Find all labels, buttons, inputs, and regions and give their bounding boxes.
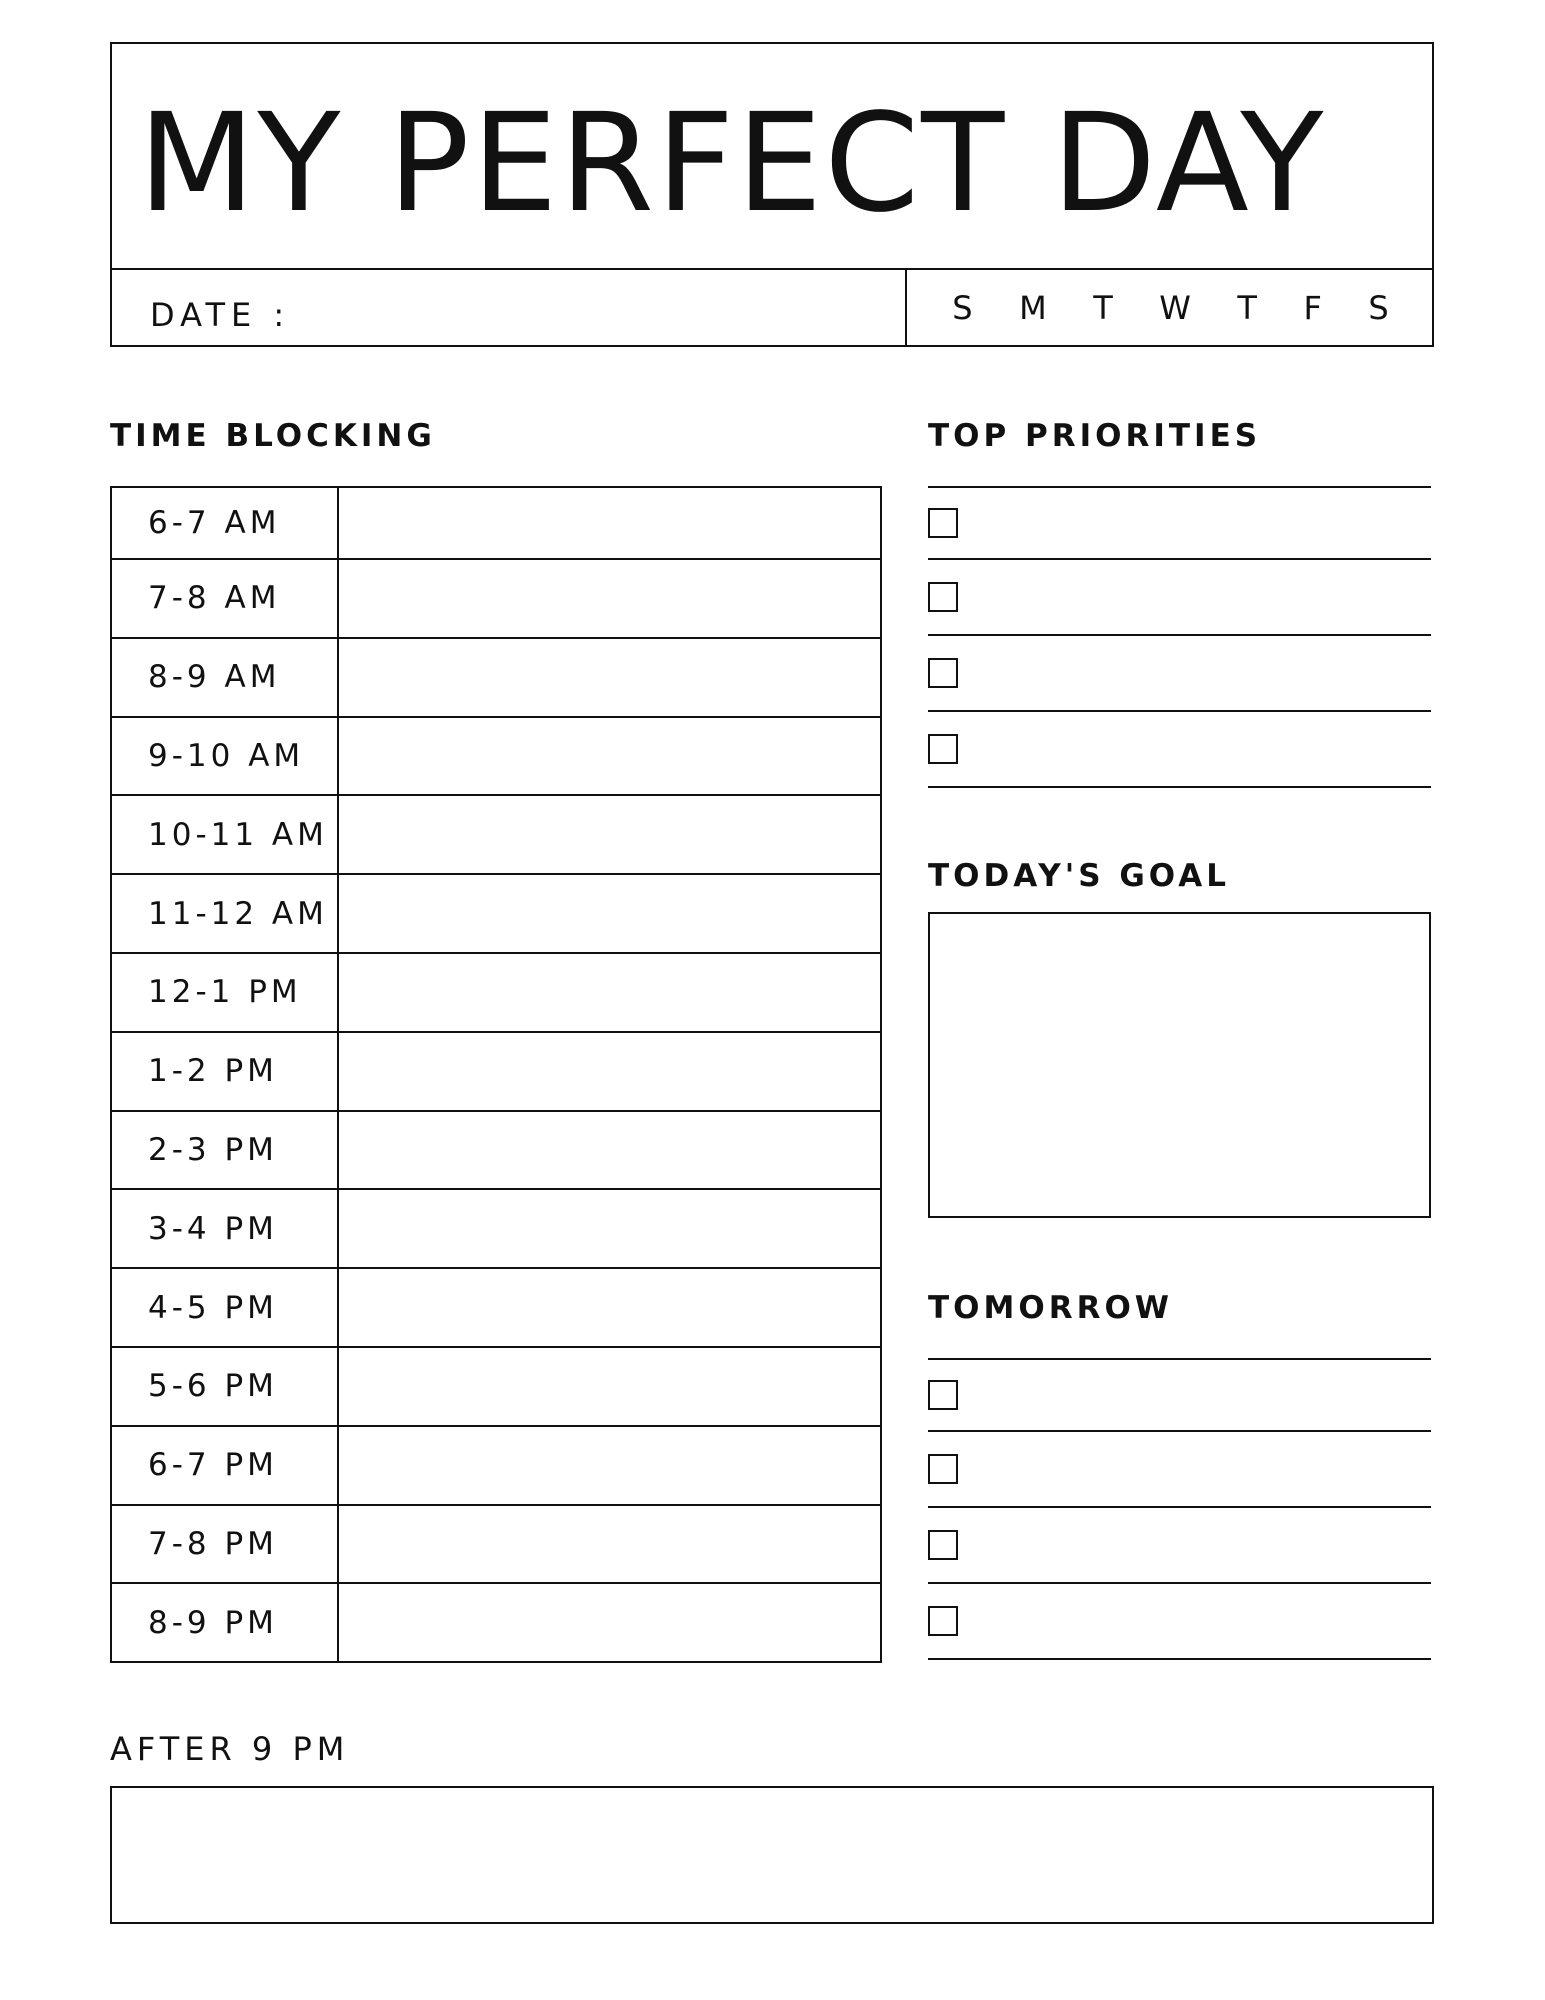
- time-slot-label: 9-10 AM: [112, 718, 339, 795]
- time-slot-entry[interactable]: [339, 1584, 880, 1661]
- time-row: [112, 1112, 880, 1191]
- time-slot-label: 6-7 AM: [112, 488, 339, 558]
- time-slot-label: 8-9 AM: [112, 639, 339, 716]
- time-row: [112, 1033, 880, 1112]
- after-9pm-box[interactable]: [110, 1786, 1434, 1924]
- day-saturday[interactable]: S: [1368, 288, 1389, 327]
- tomorrow-item[interactable]: [928, 1360, 1431, 1432]
- time-slot-entry[interactable]: [339, 1506, 880, 1583]
- time-slot-entry[interactable]: [339, 718, 880, 795]
- time-slot-entry[interactable]: [339, 1348, 880, 1425]
- top-priorities-list: [928, 486, 1431, 788]
- time-slot-entry[interactable]: [339, 1112, 880, 1189]
- priority-item[interactable]: [928, 560, 1431, 636]
- time-row: [112, 1427, 880, 1506]
- time-slot-label: 1-2 PM: [112, 1033, 339, 1110]
- header-box: [110, 42, 1434, 347]
- time-slot-label: 7-8 AM: [112, 560, 339, 637]
- time-slot-label: 3-4 PM: [112, 1190, 339, 1267]
- after-9pm-heading: AFTER 9 PM: [110, 1730, 350, 1768]
- tomorrow-heading: TOMORROW: [928, 1290, 1173, 1326]
- time-slot-label: 2-3 PM: [112, 1112, 339, 1189]
- time-slot-entry[interactable]: [339, 954, 880, 1031]
- checkbox-icon[interactable]: [928, 658, 958, 688]
- time-slot-entry[interactable]: [339, 639, 880, 716]
- todays-goal-heading: TODAY'S GOAL: [928, 858, 1231, 894]
- day-thursday[interactable]: T: [1237, 288, 1257, 327]
- time-row: [112, 1584, 880, 1663]
- time-slot-entry[interactable]: [339, 1190, 880, 1267]
- checkbox-icon[interactable]: [928, 734, 958, 764]
- time-row: [112, 796, 880, 875]
- tomorrow-list: [928, 1358, 1431, 1660]
- time-slot-entry[interactable]: [339, 560, 880, 637]
- tomorrow-item[interactable]: [928, 1584, 1431, 1660]
- day-sunday[interactable]: S: [952, 288, 973, 327]
- time-row: [112, 1506, 880, 1585]
- time-blocking-heading: TIME BLOCKING: [110, 418, 436, 454]
- checkbox-icon[interactable]: [928, 1606, 958, 1636]
- top-priorities-heading: TOP PRIORITIES: [928, 418, 1262, 454]
- todays-goal-box[interactable]: [928, 912, 1431, 1218]
- time-row: [112, 1190, 880, 1269]
- time-slot-label: 7-8 PM: [112, 1506, 339, 1583]
- time-blocking-table: [110, 486, 882, 1663]
- time-slot-label: 4-5 PM: [112, 1269, 339, 1346]
- time-slot-label: 10-11 AM: [112, 796, 339, 873]
- priority-item[interactable]: [928, 636, 1431, 712]
- tomorrow-item[interactable]: [928, 1432, 1431, 1508]
- day-tuesday[interactable]: T: [1093, 288, 1113, 327]
- time-slot-entry[interactable]: [339, 796, 880, 873]
- time-slot-entry[interactable]: [339, 1269, 880, 1346]
- tomorrow-item[interactable]: [928, 1508, 1431, 1584]
- time-row: [112, 1269, 880, 1348]
- time-slot-label: 8-9 PM: [112, 1584, 339, 1661]
- time-row: [112, 875, 880, 954]
- time-slot-label: 12-1 PM: [112, 954, 339, 1031]
- page-title: MY PERFECT DAY: [138, 85, 1326, 243]
- checkbox-icon[interactable]: [928, 582, 958, 612]
- day-friday[interactable]: F: [1303, 288, 1322, 327]
- time-row: [112, 560, 880, 639]
- priority-item[interactable]: [928, 488, 1431, 560]
- priority-item[interactable]: [928, 712, 1431, 788]
- time-row: [112, 639, 880, 718]
- checkbox-icon[interactable]: [928, 1530, 958, 1560]
- checkbox-icon[interactable]: [928, 508, 958, 538]
- time-row: [112, 488, 880, 560]
- time-slot-label: 6-7 PM: [112, 1427, 339, 1504]
- time-row: [112, 718, 880, 797]
- time-row: [112, 954, 880, 1033]
- time-slot-label: 5-6 PM: [112, 1348, 339, 1425]
- time-slot-entry[interactable]: [339, 875, 880, 952]
- weekday-selector: [907, 268, 1434, 347]
- time-slot-entry[interactable]: [339, 488, 880, 558]
- time-row: [112, 1348, 880, 1427]
- day-wednesday[interactable]: W: [1159, 288, 1191, 327]
- checkbox-icon[interactable]: [928, 1454, 958, 1484]
- day-monday[interactable]: M: [1019, 288, 1047, 327]
- checkbox-icon[interactable]: [928, 1380, 958, 1410]
- date-field[interactable]: DATE :: [150, 296, 291, 334]
- time-slot-entry[interactable]: [339, 1033, 880, 1110]
- time-slot-label: 11-12 AM: [112, 875, 339, 952]
- time-slot-entry[interactable]: [339, 1427, 880, 1504]
